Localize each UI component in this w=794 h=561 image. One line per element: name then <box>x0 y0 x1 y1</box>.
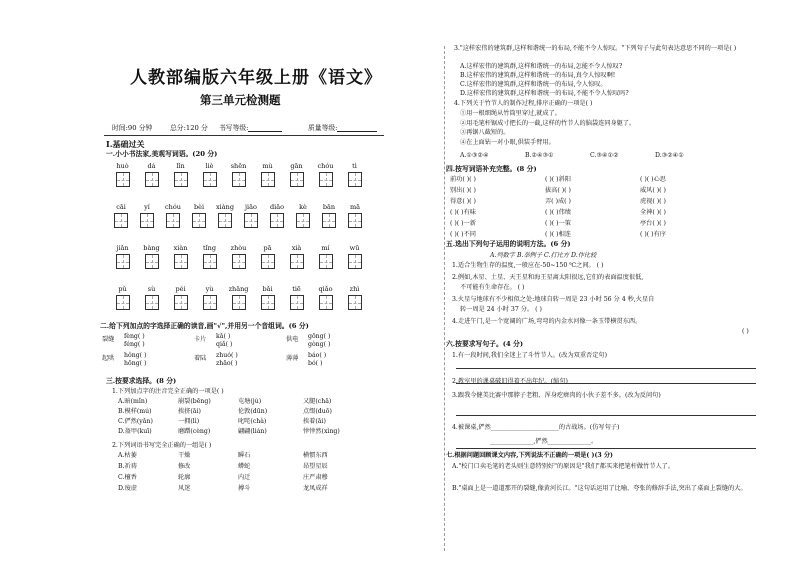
q3-3-stem: 3."这样宏伟的建筑群,这样和谐统一的布局,不能不令人惊叹。"下列句子与此句表达意思不同的一项是( ) <box>454 45 737 52</box>
writing-box[interactable] <box>296 213 310 228</box>
option-text: 横惯东西 <box>303 452 328 459</box>
right-column <box>446 0 786 561</box>
method-item[interactable]: 转一周是 24 小时 37 分。 ( ) <box>460 306 542 313</box>
pinyin-label: pā <box>263 244 272 252</box>
pinyin-label: xià <box>291 244 302 252</box>
option-text: 搏斗 <box>238 485 251 492</box>
option-text[interactable]: C.③④①② <box>590 152 619 159</box>
pron-option[interactable]: bó( ) <box>308 360 323 367</box>
q7-title: 七.根据问题回顾课文内容,下列说法不正确的一项是( )(3 分) <box>446 452 613 459</box>
option-text[interactable]: B.这样宏伟的建筑群,这样和谐统一的布局,真令人惊叹啊! <box>460 72 616 79</box>
pinyin-label: bèi <box>193 203 205 211</box>
idiom-blank[interactable]: ( )( )有序 <box>640 231 666 238</box>
option-text: 悻悻然(xìng) <box>303 428 340 435</box>
idiom-blank[interactable]: ( )( )心思 <box>640 176 666 183</box>
writing-grid <box>108 172 378 190</box>
pron-option[interactable]: qiǎ( ) <box>216 341 233 348</box>
q3-2-stem: 2.下列词语书写完全正确的一组是( ) <box>112 442 212 449</box>
option-text: 翩翩(lián) <box>238 428 267 435</box>
idiom-blank[interactable]: ( )( )斜阳 <box>545 176 571 183</box>
option-text: C.俨然(yǎn) <box>118 418 153 425</box>
pinyin-label: chóu <box>317 162 334 170</box>
writing-box[interactable] <box>232 254 246 269</box>
writing-box[interactable] <box>192 213 206 228</box>
step-text: ④在上面钻一对小眼,供装手臂用。 <box>460 138 555 146</box>
idiom-blank[interactable]: ( )( )一新 <box>450 220 476 227</box>
option-text: 瞬石 <box>238 452 251 459</box>
pron-word: 裂缝 <box>102 336 115 343</box>
option-text: C.檀香 <box>118 474 137 481</box>
option-text: 点缀(duō) <box>303 408 332 415</box>
pron-option[interactable]: báo( ) <box>308 352 327 359</box>
writing-box[interactable] <box>348 213 362 228</box>
option-text: 崩裂(bēng) <box>178 398 211 405</box>
pron-option[interactable]: kǎ( ) <box>216 333 231 340</box>
writing-box[interactable] <box>261 295 275 310</box>
pinyin-label: yí <box>144 203 150 211</box>
pinyin-label: zhì <box>349 285 360 293</box>
writing-box[interactable] <box>319 254 333 269</box>
writing-box[interactable] <box>145 172 159 187</box>
pinyin-label: péi <box>175 285 186 293</box>
idiom-blank[interactable]: 弄( )成( ) <box>545 198 571 205</box>
idiom-blank[interactable]: 虎视( )( ) <box>640 198 666 205</box>
option-text: 磨蹭(cèng) <box>178 428 211 435</box>
writing-box[interactable] <box>174 295 188 310</box>
q3-4-stem: 4.下列关于竹节人的制作过程,排序正确的一项是( ) <box>454 100 593 107</box>
step-text: ①用一根细绳从竹筒里穿过,就成了。 <box>460 110 561 117</box>
writing-grid <box>108 254 378 272</box>
pron-word: 供电 <box>286 336 299 343</box>
pron-option[interactable]: fèng( ) <box>124 333 145 340</box>
page-title: 人教部编版六年级上册《语文》 <box>130 68 382 88</box>
option-text: B.祈祷 <box>118 463 137 470</box>
info-quality <box>308 124 377 132</box>
writing-box[interactable] <box>166 213 180 228</box>
pinyin-label: qiǎo <box>318 285 333 293</box>
method-item[interactable]: 1.适合生物生存的温度,一般应在-50~150 ℃之间。 ( ) <box>452 262 604 269</box>
pinyin-label: zhāng <box>228 285 249 293</box>
pron-word: 着陆 <box>194 355 207 362</box>
pinyin-label: bān <box>322 203 336 211</box>
pinyin-label: xiàn <box>173 244 188 252</box>
answer-line[interactable] <box>456 368 756 369</box>
writing-box[interactable] <box>174 254 188 269</box>
writing-box[interactable] <box>116 172 130 187</box>
option-text: 一拥(lì) <box>178 418 200 425</box>
option-text: 挨着(āi) <box>303 418 326 425</box>
pinyin-label: huò <box>116 162 129 170</box>
writing-box[interactable] <box>290 172 304 187</box>
q1-title: 一.小小书法家,美观写词语。(20 分) <box>106 150 218 158</box>
writing-grid <box>108 213 378 231</box>
writing-box[interactable] <box>319 172 333 187</box>
pinyin-label: lǐn <box>176 162 185 170</box>
writing-box[interactable] <box>174 172 188 187</box>
option-text: 修改 <box>178 463 191 470</box>
pron-word: 起哄 <box>102 355 115 362</box>
pinyin-label: tǐng <box>202 244 217 252</box>
writing-grid <box>108 295 378 313</box>
column-divider <box>444 46 445 551</box>
writing-box[interactable] <box>348 172 362 187</box>
pinyin-row <box>108 244 370 252</box>
pron-option[interactable]: zhuó( ) <box>216 352 238 359</box>
info-writing <box>219 124 282 132</box>
pron-option[interactable]: gòng( ) <box>308 341 331 348</box>
option-text: A.暗(mǐn) <box>118 398 148 405</box>
pinyin-label: jiǎn <box>116 244 129 252</box>
writing-box[interactable] <box>114 213 128 228</box>
pron-word: 薄薄 <box>286 355 299 362</box>
idiom-blank[interactable]: ( )( )不同 <box>450 231 476 238</box>
pinyin-label: zhòu <box>230 244 247 252</box>
option-text: 又腿(chā) <box>303 398 332 405</box>
writing-box[interactable] <box>203 172 217 187</box>
q4-title: 四.按写词语补充完整。(8 分) <box>446 165 537 173</box>
info-score: 总分:120 分 <box>170 124 208 132</box>
pinyin-row <box>108 162 370 170</box>
pinyin-label: wū <box>349 244 360 252</box>
option-text: 昂望星辰 <box>303 463 328 470</box>
pinyin-label: tiē <box>292 285 301 293</box>
option-text[interactable]: B."桌面上是一道道那开的裂缝,像黄河长江。"这句话运用了比喻、夸张的修辞手法,突出了桌面上裂缝的大。 <box>452 485 747 492</box>
method-item[interactable]: ( ) <box>742 328 749 335</box>
writing-box[interactable] <box>261 172 275 187</box>
left-column <box>100 0 444 561</box>
pinyin-label: bàng <box>143 244 160 252</box>
pinyin-label: mù <box>262 162 273 170</box>
section-title: Ⅰ.基础过关 <box>106 139 145 149</box>
info-writing-label: 书写等级: <box>219 124 249 132</box>
quality-blank[interactable] <box>337 124 377 132</box>
pinyin-label: xiàng <box>216 203 234 211</box>
writing-box[interactable] <box>218 213 232 228</box>
header-divider <box>104 135 384 136</box>
info-time: 时间:90 分钟 <box>112 124 153 132</box>
option-text[interactable]: A.①③②④ <box>460 152 489 159</box>
writing-box[interactable] <box>116 295 130 310</box>
option-text[interactable]: C.这样宏伟的建筑群,这样和谐统一的布局,令人惊叹。 <box>460 81 607 88</box>
sentence-task: ______________,俨然______________。 <box>490 438 598 445</box>
option-text: 轮廓 <box>178 474 191 481</box>
sentence-task: 4.被课桌,俨然______________________的古战场。(仿写句子) <box>452 424 620 431</box>
idiom-blank[interactable]: 别出( )( ) <box>450 187 476 194</box>
option-text: 龙凤成祥 <box>303 485 328 492</box>
q2-title: 二.给下列加点的字选择正确的读音,画"√",并用另一个音组词。(6 分) <box>100 322 309 330</box>
option-text: 风迷 <box>178 485 191 492</box>
pinyin-label: tì <box>352 162 357 170</box>
option-text: 蟒蛇 <box>238 463 251 470</box>
method-item[interactable]: 2.例如,木星、土星、天王星和海王星离太阳很远,它们的表面温度很低, <box>452 274 644 281</box>
option-text: 屯塘(jù) <box>238 398 262 405</box>
method-item[interactable]: 3.火星与地球有不少相似之处:地球自转一周是 23 小时 56 分 4 秒,火星自 <box>452 296 655 303</box>
q5-title: 五.选出下列句子运用的说明方法。(6 分) <box>446 240 571 248</box>
page-subtitle: 第三单元检测题 <box>200 93 281 107</box>
writing-box[interactable] <box>203 295 217 310</box>
pinyin-label: diāo <box>269 203 285 211</box>
option-text: D.废虚 <box>118 485 138 492</box>
option-text[interactable]: D.③②④① <box>655 152 684 159</box>
step-text: ②用毛笔杆锯成寸把长的一截,这样的竹节人的脑袋连同身躯了。 <box>460 119 636 127</box>
method-item[interactable]: 4.走进午门,是一个宽阔的广场,弯弯的内金水河像一条玉带横贯东西。 <box>452 318 642 325</box>
answer-line[interactable] <box>456 415 756 416</box>
option-text[interactable]: A.这样宏伟的建筑群,这样和谐统一的布局,怎能不令人惊叹? <box>460 63 623 70</box>
idiom-blank[interactable]: ( )( )伟绩 <box>545 209 571 216</box>
option-text: 干燥 <box>178 452 191 459</box>
answer-line[interactable] <box>456 383 756 384</box>
option-text: D.盔甲(kuī) <box>118 428 152 435</box>
option-text[interactable]: B.②④③① <box>525 152 554 159</box>
option-text: 挨挤(āi) <box>178 408 201 415</box>
q3-1-stem: 1.下列加点字的注音完全正确的一项是( ) <box>112 388 224 395</box>
writing-box[interactable] <box>319 295 333 310</box>
writing-box[interactable] <box>261 254 275 269</box>
option-text: 庄严肃穆 <box>303 474 328 481</box>
writing-box[interactable] <box>232 172 246 187</box>
q5-methods: A.列数字 B.举例子 C.打比方 D.作比较 <box>490 252 597 259</box>
writing-box[interactable] <box>145 295 159 310</box>
pinyin-label: liè <box>205 162 214 170</box>
sentence-task: 3.跟我今健美比赛中那脖子老粗、浑身疙瘩肉的小伙子差不多。(改为反问句) <box>452 392 661 399</box>
pinyin-label: jiāo <box>245 203 257 211</box>
writing-blank[interactable] <box>248 124 282 132</box>
idiom-blank[interactable]: 前功( )( ) <box>450 176 476 183</box>
pinyin-label: gān <box>290 162 303 170</box>
option-text[interactable]: A."校门口卖毛笔的老头则生意特别好"的原因是"我们"都买来把笔杆做竹节人了。 <box>452 463 675 470</box>
idiom-blank[interactable]: 得意( )( ) <box>450 198 476 205</box>
option-text: 伦敦(dūn) <box>238 408 268 415</box>
pinyin-label: shēn <box>230 162 247 170</box>
writing-box[interactable] <box>244 213 258 228</box>
writing-box[interactable] <box>232 295 246 310</box>
option-text: 叱咤(chà) <box>238 418 267 425</box>
idiom-blank[interactable]: ( )( )一策 <box>545 220 571 227</box>
writing-box[interactable] <box>116 254 130 269</box>
pron-option[interactable]: hōng( ) <box>124 360 147 367</box>
idiom-blank[interactable]: 全神( )( ) <box>640 209 666 216</box>
idiom-blank[interactable]: 威风( )( ) <box>640 187 666 194</box>
pinyin-label: pǔ <box>118 285 127 293</box>
writing-box[interactable] <box>140 213 154 228</box>
idiom-blank[interactable]: ( )( )相连 <box>545 231 571 238</box>
writing-box[interactable] <box>290 295 304 310</box>
pinyin-label: bǎi <box>262 285 273 293</box>
idiom-blank[interactable]: 拔高( )( ) <box>545 187 571 194</box>
q3-title: 三.按要求选择。(8 分) <box>106 377 177 385</box>
pinyin-label: sù <box>147 285 156 293</box>
pron-option[interactable]: zhāo( ) <box>216 360 238 367</box>
writing-box[interactable] <box>290 254 304 269</box>
option-text: 内迁 <box>238 474 251 481</box>
writing-box[interactable] <box>322 213 336 228</box>
pinyin-label: cāi <box>116 203 126 211</box>
pinyin-label: yù <box>205 285 214 293</box>
pinyin-label: dá <box>147 162 156 170</box>
step-text: ③再锯八截短的。 <box>460 129 510 136</box>
option-text[interactable]: D.这样宏伟的建筑群,这样和谐统一的布局,不能不令人惊叹吗? <box>460 90 629 97</box>
option-text: A.枯萎 <box>118 452 137 459</box>
pron-option[interactable]: féng( ) <box>124 341 145 348</box>
writing-box[interactable] <box>270 213 284 228</box>
pron-option[interactable]: gōng( ) <box>308 333 331 340</box>
sentence-task: 1.有一段时间,我们全迷上了斗竹节人。(改为双重否定句) <box>452 352 608 359</box>
writing-box[interactable] <box>203 254 217 269</box>
pron-option[interactable]: hǒng( ) <box>124 352 147 359</box>
pinyin-label: mí <box>321 244 330 252</box>
pinyin-label: kè <box>299 203 307 211</box>
pron-word: 卡片 <box>194 336 207 343</box>
writing-box[interactable] <box>145 254 159 269</box>
writing-box[interactable] <box>348 254 362 269</box>
info-quality-label: 质量等级: <box>308 124 338 132</box>
pinyin-label: mā <box>349 203 361 211</box>
idiom-blank[interactable]: ( )( )有味 <box>450 209 476 216</box>
method-item[interactable]: 不可能有生命存在。 ( ) <box>460 284 525 291</box>
pinyin-row <box>108 203 370 211</box>
sentence-task: 2.教室里的课桌破旧得着不出年纪。(缩句) <box>452 378 568 385</box>
writing-box[interactable] <box>348 295 362 310</box>
pinyin-row <box>108 285 370 293</box>
option-text: B.模样(mú) <box>118 408 152 415</box>
q6-title: 六.按要求写句子。(4 分) <box>446 340 524 348</box>
pinyin-label: chóu <box>165 203 181 211</box>
answer-line[interactable] <box>456 448 756 449</box>
idiom-blank[interactable]: 亭台( )( ) <box>640 220 666 227</box>
